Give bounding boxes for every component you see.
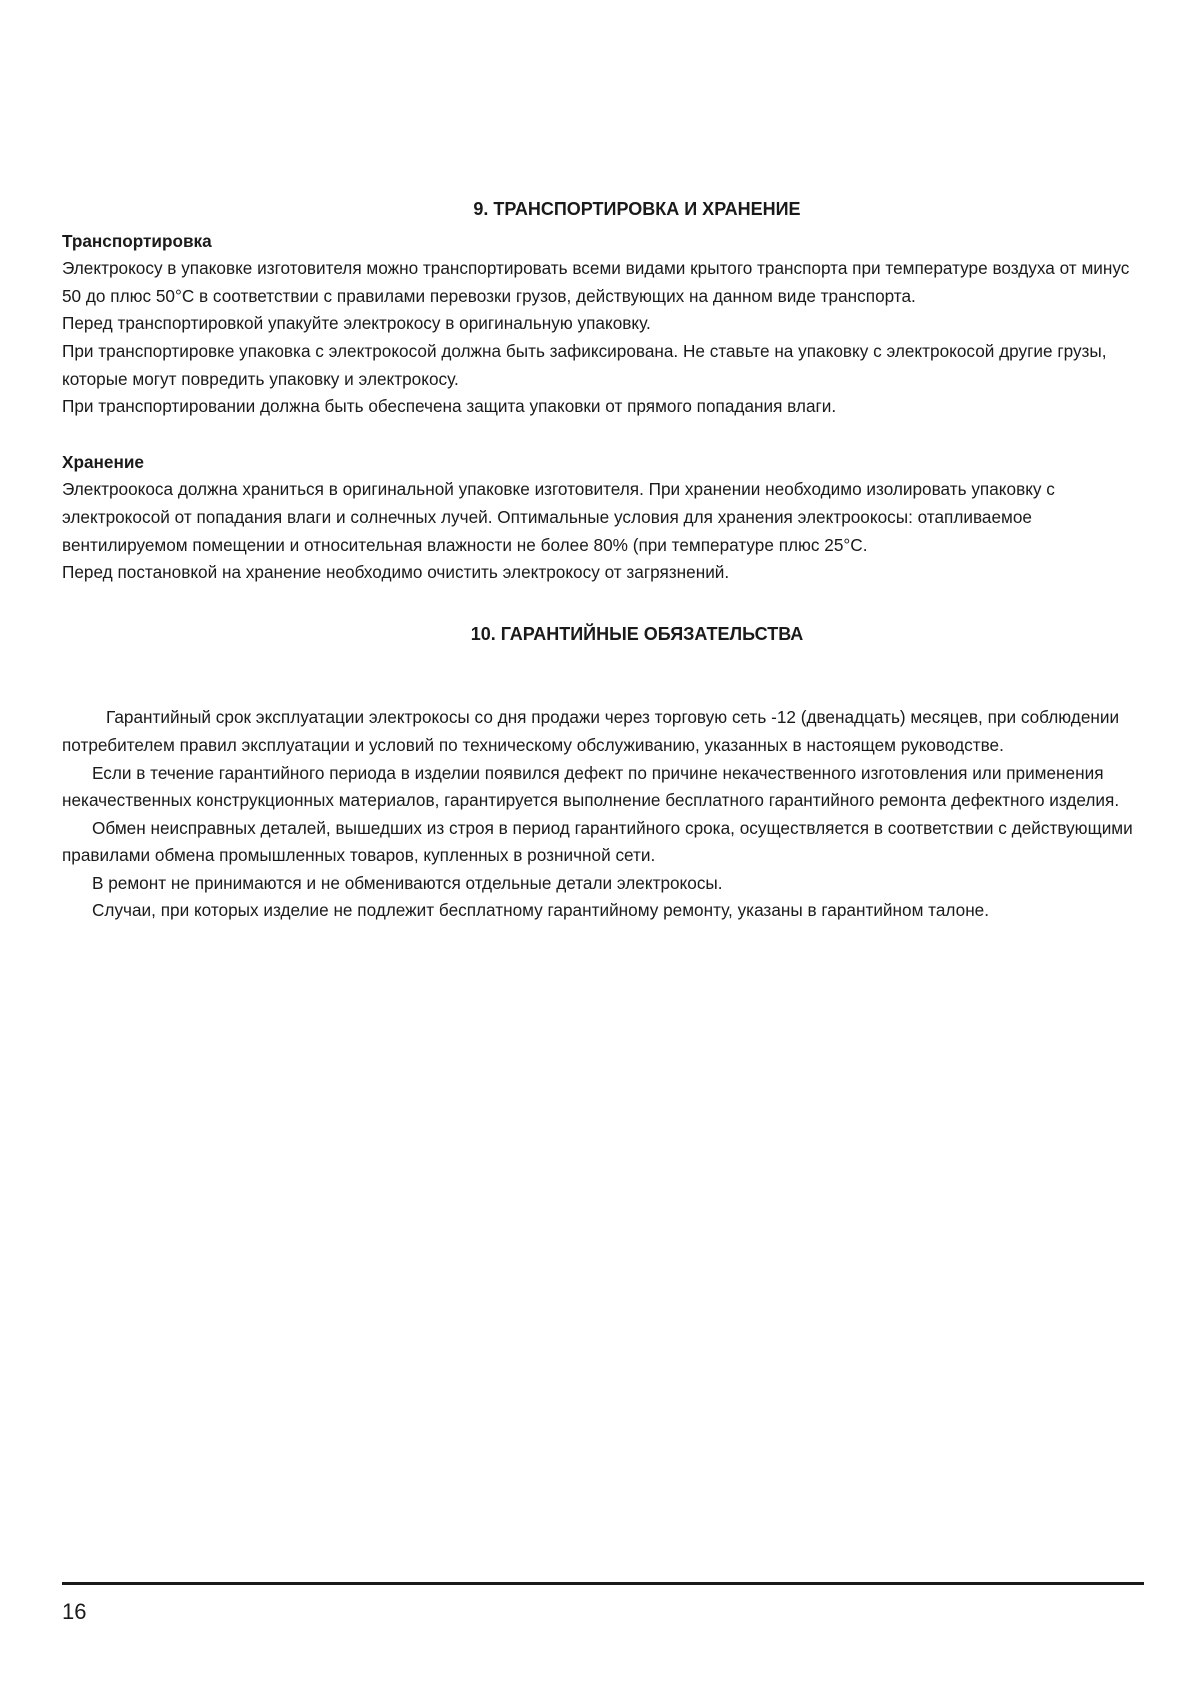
warranty-paragraph: Случаи, при которых изделие не подлежит бесплатному гарантийному ремонту, указаны в гарантийном талоне. <box>92 900 990 921</box>
storage-paragraph: Электроокоса должна храниться в оригинальной упаковке изготовителя. При хранении необходимо изолировать упаковку с электрокосой от попадания влаги и солнечных лучей. Оптимальные условия для хранения электроокосы: отапливаемое вентилируемом помещении и относительная влажности не более 80% (при температуре плюс 25°C. <box>62 479 1055 555</box>
section-10-title: 10. ГАРАНТИЙНЫЕ ОБЯЗАТЕЛЬСТВА <box>470 623 804 644</box>
warranty-paragraph: Если в течение гарантийного периода в изделии появился дефект по причине некачественного изготовления или применения некачественных конструкционных материалов, гарантируется выполнение бесплатного гарантийного ремонта дефектного изделия. <box>62 762 1120 811</box>
storage-heading: Хранение <box>62 451 144 472</box>
transport-heading: Транспортировка <box>62 230 212 251</box>
page-content <box>62 196 1142 925</box>
spacer <box>62 652 1142 704</box>
storage-paragraph: Перед постановкой на хранение необходимо очистить электрокосу от загрязнений. <box>62 562 730 583</box>
transport-paragraph: Электрокосу в упаковке изготовителя можно транспортировать всеми видами крытого транспорта при температуре воздуха от минус 50 до плюс 50°C в соответствии с правилами перевозки грузов, действующих на данном виде транспорта. <box>62 258 1130 306</box>
page-number: 16 <box>62 1599 87 1624</box>
transport-paragraph: При транспортировке упаковка с электрокосой должна быть зафиксирована. Не ставьте на упаковку с электрокосой другие грузы, которые могут повредить упаковку и электрокосу. <box>62 340 1107 389</box>
warranty-paragraph: В ремонт не принимаются и не обмениваются отдельные детали электрокосы. <box>92 872 723 893</box>
footer-rule <box>62 1582 1144 1585</box>
spacer <box>62 587 1142 621</box>
transport-paragraph: Перед транспортировкой упакуйте электрокосу в оригинальную упаковку. <box>62 313 651 334</box>
transport-paragraph: При транспортировании должна быть обеспечена защита упаковки от прямого попадания влаги. <box>62 396 837 417</box>
warranty-paragraph: Обмен неисправных деталей, вышедших из строя в период гарантийного срока, осуществляется в соответствии с действующими правилами обмена промышленных товаров, купленных в розничной сети. <box>62 817 1133 866</box>
warranty-paragraph: Гарантийный срок эксплуатации электрокосы со дня продажи через торговую сеть -12 (двенадцать) месяцев, при соблюдении потребителем правил эксплуатации и условий по техническому обслуживанию, указанных в настоящем руководстве. <box>62 707 1120 755</box>
section-9-title: 9. ТРАНСПОРТИРОВКА И ХРАНЕНИЕ <box>473 199 801 219</box>
spacer <box>62 421 1142 449</box>
